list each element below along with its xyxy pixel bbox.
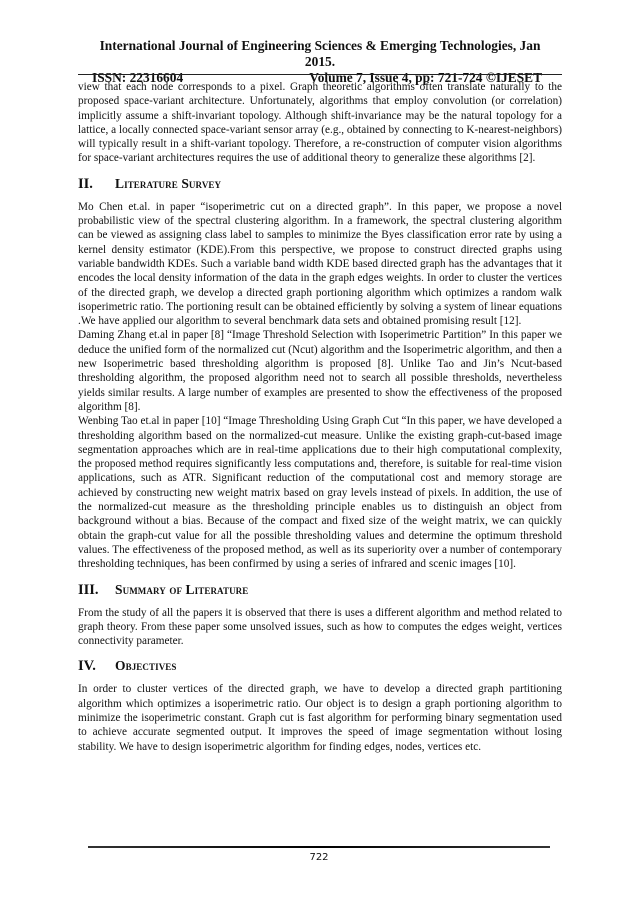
paragraph: From the study of all the papers it is observed that there is uses a different algorithm and method related to graph theory. From these paper some unsolved issues, such as how to computes the edges weight, vertices connectivity parameter. bbox=[78, 606, 562, 648]
footer-rule bbox=[88, 846, 550, 848]
section-title: Objectives bbox=[115, 658, 177, 674]
volume-info: Volume 7, Issue 4, pp: 721-724 ©IJESET bbox=[309, 70, 542, 85]
page-number: 722 bbox=[309, 852, 329, 863]
section-title: Literature Survey bbox=[115, 175, 222, 191]
section-heading bbox=[78, 176, 562, 193]
paragraph: Wenbing Tao et.al in paper [10] “Image Thresholding Using Graph Cut “In this paper, we have developed a thresholding algorithm based on the normalized-cut measure. Unlike the existing graph-cut-based image segmentation approaches which are in real-time applications due to their high computational complexity, the proposed method requires significantly less computations and, therefore, is suitable for real-time vision applications, such as ATR. Significant reduction of the computational cost and memory storage are achieved by constructing new weight matrix based on gray levels instead of pixels. In addition, the use of the normalized-cut measure as the thresholding principle enables us to distinguish an object from background without a bias. Because of the compact and fixed size of the weight matrix, we can quickly obtain the graph-cut value for all the possible thresholding values and determine the optimum threshold values. The effectiveness of the proposed method, as well as its superiority over a number of contemporary thresholding techniques, has been confirmed by using a series of infrared and scenic images [10]. bbox=[78, 415, 562, 571]
section-number: IV. bbox=[78, 658, 96, 675]
header-rule bbox=[78, 74, 562, 75]
paragraph: In order to cluster vertices of the directed graph, we have to develop a directed graph partitioning algorithm which optimizes a isoperimetric ratio. Our object is to design a graph portioning algorithm to minimize the isoperimetric constant. Graph cut is fast algorithm for performing binary segmentation used to achieve accurate segmented output. It improves the speed of image segmentation without losing stability. We have to design isoperimetric algorithm for finding edges, nodes, vertices etc. bbox=[78, 683, 562, 753]
journal-header bbox=[90, 38, 550, 86]
section-heading bbox=[78, 582, 562, 599]
section-title: Summary of Literature bbox=[115, 581, 249, 597]
paragraph: Mo Chen et.al. in paper “isoperimetric cut on a directed graph”. In this paper, we propose a novel probabilistic view of the spectral clustering algorithm. In a framework, the spectral clustering algorithm can be viewed as assigning class label to samples to minimize the Byes classification error rate by using a kernel density estimator (KDE).From this perspective, we propose to construct directed graphs using variable bandwidth KDEs. Such a variable band width KDE based directed graph has the advantages that it encodes the local density information of the data in the graph edges weights. In order to cluster the vertices of the directed graph, we develop a directed graph portioning algorithm which optimizes a random walk isoperimetric ratio. The portioning result can be obtained efficiently by solving a system of linear equations .We have applied our algorithm to several benchmark data sets and obtained promising result [12]. bbox=[78, 200, 562, 328]
paragraph: Daming Zhang et.al in paper [8] “Image Threshold Selection with Isoperimetric Partition” In this paper we deduce the unified form of the normalized cut (Ncut) algorithm and the Isoperimetric algorithm, and then a new Isoperimetric based thresholding algorithm is proposed [8]. Unlike Tao and Jin’s Ncut-based thresholding algorithm, the proposed algorithm need not to search all possible thresholds, nevertheless yields similar results. A large number of examples are presented to show the effectiveness of the proposed algorithm [8]. bbox=[78, 329, 562, 413]
journal-title: International Journal of Engineering Sciences & Emerging Technologies, Jan 2015. bbox=[99, 38, 541, 69]
section-number: III. bbox=[78, 581, 99, 598]
page-body bbox=[78, 80, 562, 754]
issn: ISSN: 22316604 bbox=[92, 70, 184, 85]
section-heading bbox=[78, 658, 562, 675]
intro-paragraph: view that each node corresponds to a pixel. Graph theoretic algorithms often translate naturally to the proposed space-variant architecture. Unfortunately, algorithms that employ convolution (or correlation) implicitly assume a shift-invariant topology. Although shift-invariance may be the natural topology for a lattice, a locally connected space-variant sensor array (e.g., obtained by connecting to K-nearest-neighbors) will typically result in a shift-variant topology. Therefore, a re-construction of computer vision algorithms for space-variant architectures requires the use of additional theory to generalize these algorithms [2]. bbox=[78, 81, 562, 165]
section-number: II. bbox=[78, 175, 93, 192]
